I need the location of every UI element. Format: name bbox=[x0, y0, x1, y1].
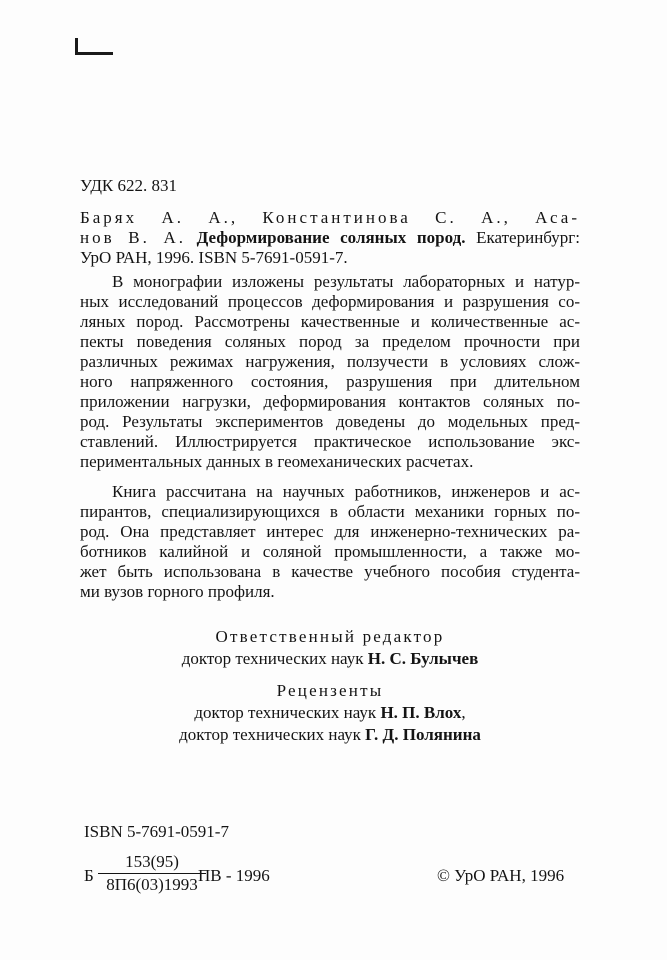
biblio-publisher-line: УрО РАН, 1996. ISBN 5-7691-0591-7. bbox=[80, 248, 348, 267]
biblio-authors-line: Барях А. А., Константинова С. А., Аса- bbox=[80, 208, 580, 227]
fraction-denominator: 8П6(03)1993 bbox=[106, 875, 198, 894]
crop-mark bbox=[75, 52, 113, 55]
book-title: Деформирование соляных пород. bbox=[196, 228, 466, 247]
biblio-author-tail: нов В. А. bbox=[80, 228, 187, 247]
annotation-line: ного напряженного состояния, разрушения при длительном bbox=[80, 372, 580, 391]
copyright-notice: © УрО РАН, 1996 bbox=[437, 866, 565, 885]
classification-letter: Б bbox=[84, 866, 94, 885]
annotation-line: ляных пород. Рассмотрены качественные и количественные ас- bbox=[80, 312, 580, 331]
annotation-line: ных исследований процессов деформирования и разрушения со- bbox=[80, 292, 580, 311]
annotation-line: приложении нагрузки, деформирования контактов соляных по- bbox=[80, 392, 580, 411]
annotation-line: В монографии изложены результаты лабораторных и натур- bbox=[112, 272, 580, 291]
reviewer-name: Г. Д. Полянина bbox=[365, 725, 481, 744]
audience-line: пирантов, специализирующихся в области механики горных по- bbox=[80, 502, 580, 521]
annotation-line: различных режимах нагружения, ползучести в условиях слож- bbox=[80, 352, 580, 371]
audience-line: жет быть использована в качестве учебного пособия студента- bbox=[80, 562, 580, 581]
fraction-bar bbox=[98, 873, 206, 874]
editor-name: Н. С. Булычев bbox=[367, 649, 479, 668]
editor-heading: Ответственный редактор bbox=[215, 627, 445, 646]
annotation-line: ставлений. Иллюстрируется практическое использование экс- bbox=[80, 432, 580, 451]
audience-line: Книга рассчитана на научных работников, инженеров и ас- bbox=[112, 482, 580, 501]
reviewer-line bbox=[80, 702, 580, 724]
annotation-line: пекты поведения соляных пород за пределом прочности при bbox=[80, 332, 580, 351]
credits bbox=[80, 626, 580, 746]
biblio-title-line bbox=[80, 228, 580, 248]
reviewers-heading: Рецензенты bbox=[276, 681, 384, 700]
annotation-line: род. Результаты экспериментов доведены до модельных пред- bbox=[80, 412, 580, 431]
classification-suffix: ПВ - 1996 bbox=[198, 866, 270, 885]
reviewer-name: Н. П. Влох bbox=[380, 703, 462, 722]
audience-line: ми вузов горного профиля. bbox=[80, 582, 275, 601]
crop-mark bbox=[75, 38, 78, 55]
classification-fraction bbox=[98, 852, 206, 895]
editor-degree: доктор технических наук bbox=[181, 649, 364, 668]
audience-line: ботников калийной и соляной промышленности, а также мо- bbox=[80, 542, 580, 561]
annotation-line: периментальных данных в геомеханических расчетах. bbox=[80, 452, 474, 471]
reviewer-degree: доктор технических наук bbox=[194, 703, 377, 722]
reviewer-degree: доктор технических наук bbox=[179, 725, 361, 744]
reviewer-line bbox=[80, 724, 580, 746]
udk-code: УДК 622. 831 bbox=[80, 176, 178, 195]
reviewer-punct: , bbox=[461, 703, 466, 722]
audience-line: род. Она представляет интерес для инженерно-технических ра- bbox=[80, 522, 580, 541]
fraction-numerator: 153(95) bbox=[125, 852, 179, 871]
isbn-number: ISBN 5-7691-0591-7 bbox=[84, 822, 229, 841]
editor-line bbox=[80, 648, 580, 670]
publication-place: Екатеринбург: bbox=[476, 228, 580, 247]
annotation bbox=[80, 272, 580, 602]
bibliographic-record bbox=[80, 208, 580, 268]
